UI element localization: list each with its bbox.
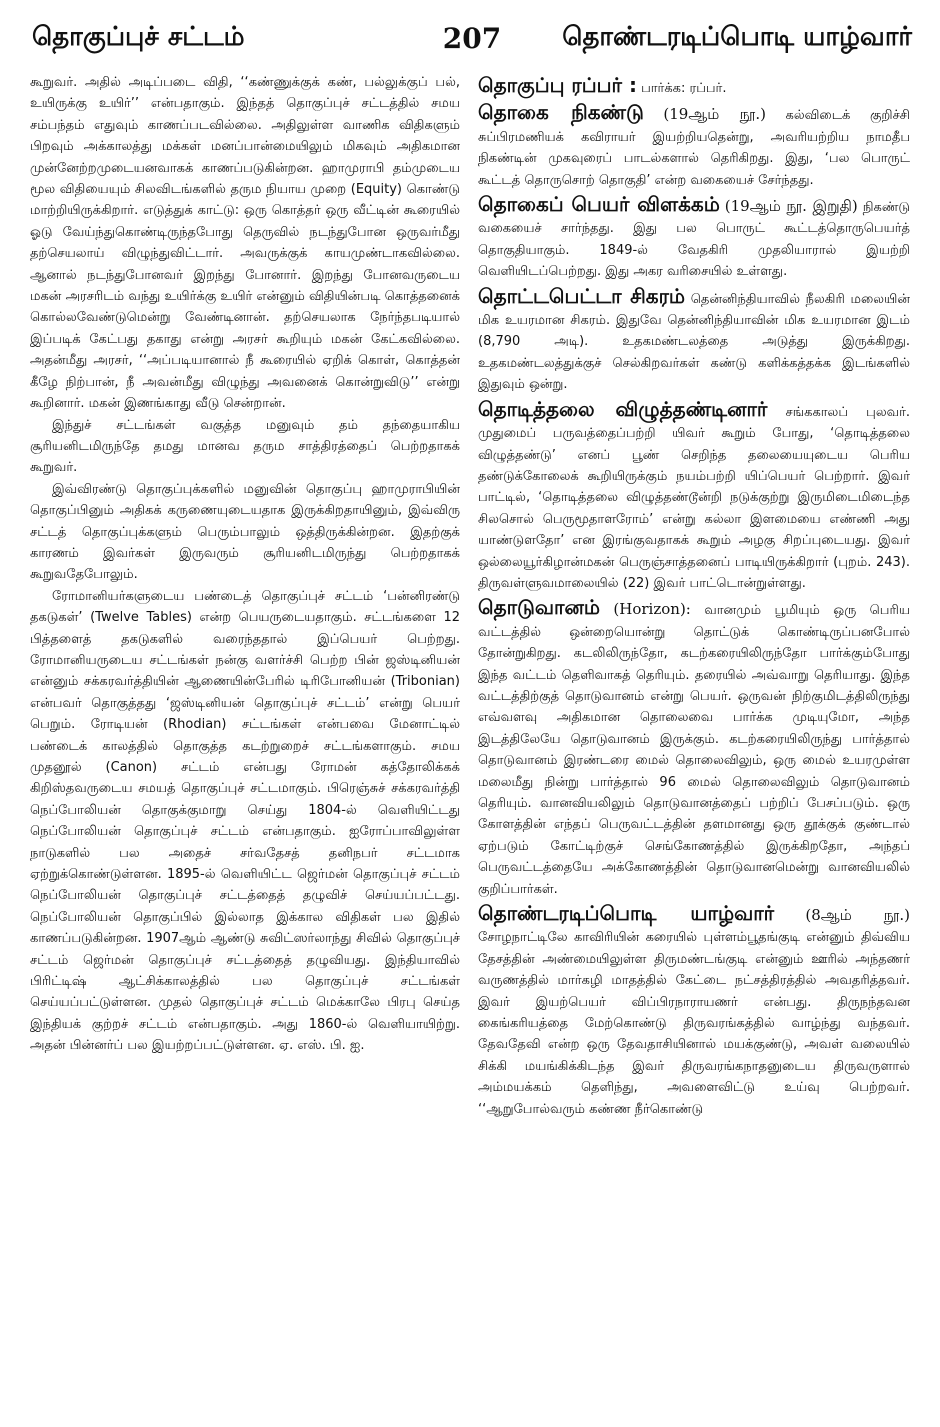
entry-headword: தொடித்தலை விழுத்தண்டினார் [478, 396, 768, 421]
paragraph: ரோமானியர்களுடைய பண்டைத் தொகுப்புச் சட்டம் ‘பன்னிரண்டு தகடுகள்’ (Twelve Tables) என்ற பெயருடையதாகும். சட்டங்களை 12 பித்தளைத் தகடுகளில் வரைந்ததால் இப்பெயர் பெற்றது. ரோமானியருடைய சட்டங்கள் நன்கு வளர்ச்சி பெற்ற பின் ஜஸ்டினியன் என்னும் சக்கரவர்த்தியின் ஆணையின்பேரில் டிரிபோனியன் (Tribonian) என்பவர் தொகுத்தது ‘ஜஸ்டினியன் தொகுப்புச் சட்டம்’ என்று பெயர் பெறும். ரோடியன் (Rhodian) சட்டங்கள் என்பவை மேனாட்டில் பண்டைக் காலத்தில் தொகுத்த கடற்றுறைச் சட்டங்களாகும். சமய முதனூல் (Canon) சட்டம் என்பது ரோமன் கத்தோலிக்கக் கிறிஸ்தவருடைய சமயத் தொகுப்புச் சட்டமாகும். பிரெஞ்சுச் சக்கரவர்த்தி நெப்போலியன் தொகுக்குமாறு செய்து 1804-ல் வெளியிட்டது நெப்போலியன் தொகுப்புச் சட்டம் என்பதாகும். ஐரோப்பாவிலுள்ள நாடுகளில் பல அதைச் சர்வதேசத் தனிநபர் சட்டமாக ஏற்றுக்கொண்டுள்ளன. 1895-ல் வெளியிட்ட ஜெர்மன் தொகுப்புச் சட்டம் நெப்போலியன் தொகுப்புச் சட்டத்தைத் தழுவிச் செய்யப்பட்டது. நெப்போலியன் தொகுப்பில் இல்லாத இக்கால விதிகள் பல இதில் காணப்படுகின்றன. 1907ஆம் ஆண்டு சுவிட்ஸர்லாந்து சிவில் தொகுப்புச் சட்டம் ஜெர்மன் தொகுப்புச் சட்டத்தைத் தழுவியது. இந்தியாவில் பிரிட்டிஷ் ஆட்சிக்காலத்தில் பல தொகுப்புச் சட்டங்கள் செய்யப்பட்டுள்ளன. முதல் தொகுப்புச் சட்டம் மெக்காலே பிரபு செய்த இந்தியக் குற்றச் சட்டம் என்பதாகும். அது 1860-ல் வெளியாயிற்று. அதன் பின்னர்ப் பல இயற்றப்பட்டுள்ளன. ஏ. எஸ். பி. ஐ. [30, 588, 460, 1054]
entry-body: வானமும் பூமியும் ஒரு பெரிய வட்டத்தில் ஒன்றையொன்று தொட்டுக் கொண்டிருப்பனபோல் தோன்றுகிறது. கடலிலிருந்தோ, கடற்கரையிலிருந்தோ பார்க்கும்போது இந்த வட்டம் தெளிவாகத் தெரியும். தரையில் அவ்வாறு தெரியாது. இந்த வட்டத்திற்குத் தொடுவானம் என்று பெயர். ஒருவன் நிற்குமிடத்திலிருந்து எவ்வளவு அதிகமான தொலைவை பார்க்க முடியுமோ, அந்த இடத்திலேயே தொடுவானம் இருக்கும். கடற்கரையிலிருந்து பார்த்தால் தொடுவானம் இரண்டரை மைல் தொலைவிலும், ஒரு மைல் உயரமுள்ள மலைமீது நின்று பார்த்தால் 96 மைல் தொலைவிலும் தொடுவானம் தெரியும். வானவியலிலும் தொடுவானத்தைப் பற்றிப் பேசப்படும். ஒரு கோளத்தின் எந்தப் பெருவட்டத்தின் தளமானது ஒரு தூக்குக் குண்டால் ஏற்படும் கோட்டிற்குச் செங்கோணத்தில் இருக்கிறதோ, அந்தப் பெருவட்டத்தையே அக்கோணத்தின் தொடுவானமென்று வானவியலில் குறிப்பார்கள். [478, 603, 910, 897]
left-column [30, 72, 460, 1413]
paragraph: இவ்விரண்டு தொகுப்புக்களில் மனுவின் தொகுப்பு ஹாமுராபியின் தொகுப்பினும் அதிகக் கருணையுடையதாக இருக்கிறதாயினும், இவ்விரு சட்டத் தொகுப்புக்களும் பெரும்பாலும் ஒத்திருக்கின்றன. இதற்குக் காரணம் இவர்கள் இருவரும் சூரியனிடமிருந்து பெற்றதாகக் கூறுவதேபோலும். [30, 481, 460, 583]
entry-note: (19ஆம் நூ.) [663, 105, 766, 124]
entry-body: பார்க்க: ரப்பர். [641, 81, 727, 96]
entry-body: கல்விடைக் குறிச்சி சுப்பிரமணியக் கவிராயர் இயற்றியதென்று, அவரியற்றிய நாமதீப நிகண்டின் முகவுரைப் பாடல்களால் தெரிகிறது. இது, ‘பல பொருட் கூட்டத் தொருசொற் தொகுதி’ என்ற வகையைச் சேர்ந்தது. [478, 108, 910, 188]
running-head-right: தொண்டரடிப்பொடி யாழ்வார் [562, 22, 912, 52]
entry-headword: தொகை நிகண்டு [478, 100, 644, 125]
entry-headword: தொடுவானம் [478, 595, 600, 620]
encyclopedia-entry [478, 99, 910, 191]
entry-body: நிகண்டு வகையைச் சார்ந்தது. இது பல பொருட் கூட்டத்தொருபெயர்த் தொகுதியாகும். 1849-ல் வேதகிரி முதலியாரால் இயற்றி வெளியிடப்பெற்றது. இது அகர வரிசையில் உள்ளது. [478, 200, 910, 280]
entry-body: தென்னிந்தியாவில் நீலகிரி மலையின் மிக உயரமான சிகரம். இதுவே தென்னிந்தியாவின் மிக உயரமான இடம் (8,790 அடி). உதகமண்டலத்தை அடுத்து இருக்கிறது. உதகமண்டலத்துக்குச் செல்கிறவர்கள் கண்டு களிக்கத்தக்க இடங்களில் இதுவும் ஒன்று. [478, 291, 910, 393]
paragraph: இந்துச் சட்டங்கள் வகுத்த மனுவும் தம் தந்தையாகிய சூரியனிடமிருந்தே தமது மானவ தரும சாத்திரத்தைப் பெற்றதாகக் கூறுவர். [30, 417, 460, 476]
entry-headword: தொகுப்பு ரப்பர் : [478, 73, 637, 97]
encyclopedia-entry [478, 900, 910, 1120]
page-number: 207 [442, 22, 502, 55]
page-header [32, 22, 912, 62]
right-column [478, 72, 910, 1413]
paragraph: கூறுவர். அதில் அடிப்படை விதி, ‘‘கண்ணுக்குக் கண், பல்லுக்குப் பல், உயிருக்கு உயிர்’’ என்பதாகும். இந்தத் தொகுப்புச் சட்டத்தில் சமய சம்பந்தம் எதுவும் காணப்படவில்லை. அதிலுள்ள வாணிக விதிகளும் பிறவும் அக்காலத்து மக்கள் மனப்பான்மையிலும் மிகவும் அதிகமான முன்னேற்றமுடையனவாகக் காணப்படுகின்றன. ஹாமுராபி தம்முடைய மூல விதியையும் சிலவிடங்களில் தரும நியாய முறை (Equity) கொண்டு மாற்றியிருக்கிறார். எடுத்துக் காட்டு: ஒரு கொத்தர் ஒரு வீட்டின் கூரையில் ஓடு வேய்ந்துகொண்டிருந்தபோது தெருவில் நடந்துபோன ஒருவர்மீது தற்செயலாய் விழுந்துவிட்டார். அவருக்குக் காயமுண்டாகவில்லை. ஆனால் நடந்துபோனவர் இறந்து போனார். இறந்து போனவருடைய மகன் அரசரிடம் வந்து உயிர்க்கு உயிர் என்னும் விதியின்படி கொத்தனைக் கொல்லவேண்டுமென்று வேண்டினான். தற்செயலாக நேர்ந்தபடியால் இப்படிக் கேட்பது தகாது என்று அரசர் கூறியும் மகன் கேட்கவில்லை. அதன்மீது அரசர், ‘‘அப்படியானால் நீ கூரையில் ஏறிக் கொள், கொத்தன் கீழே நிற்பான், நீ அவன்மீது விழுந்து அவனைக் கொன்றுவிடு’’ என்று கூறினார். மகன் இணங்காது வீடு சென்றான். [30, 75, 460, 412]
entry-headword: தொட்டபெட்டா சிகரம் [478, 283, 686, 308]
entry-note: (Horizon): [613, 600, 691, 619]
entry-note: (19ஆம் நூ. இறுதி) [724, 197, 858, 216]
entry-body: சங்ககாலப் புலவர். முதுமைப் பருவத்தைப்பற்றி யிவர் கூறும் போது, ‘தொடித்தலை விழுத்தண்டு’ எனப் பூண் செறிந்த தலையையுடைய பெரிய தண்டுக்கோலைக் கூறியிருக்கும் நயம்பற்றி யிப்பெயர் பெற்றார். இவர் பாட்டில், ‘தொடித்தலை விழுத்தண்டூன்றி நடுக்குற்று இருமிடைமிடைந்த சிலசொல் பெருமூதாளரோம்’ என்று கல்லா இளமையை எண்ணி அது யாண்டுளதோ’ என இரங்குவதாகக் கூறும் அழகு சிறப்புடையது. இவர் ஒல்லையூர்கிழான்மகன் பெருஞ்சாத்தனைப் பாடியிருக்கிறார் (புறம். 243). திருவள்ளுவமாலையில் (22) இவர் பாட்டொன்றுள்ளது. [478, 404, 910, 591]
entry-headword: தொண்டரடிப்பொடி யாழ்வார் [478, 901, 775, 926]
encyclopedia-entry [478, 594, 910, 900]
encyclopedia-entry [478, 191, 910, 283]
entry-note: (8ஆம் நூ.) [805, 906, 910, 925]
encyclopedia-entry [478, 396, 910, 595]
encyclopedia-entry [478, 283, 910, 396]
entry-headword: தொகைப் பெயர் விளக்கம் [478, 192, 720, 217]
encyclopedia-entry [478, 72, 910, 99]
entry-body: சோழநாட்டிலே காவிரியின் கரையில் புள்ளம்பூதங்குடி என்னும் திவ்விய தேசத்தின் அண்மையிலுள்ள திருமண்டங்குடி என்னும் ஊரில் அந்தணர் வருணத்தில் மார்கழி மாதத்தில் கேட்டை நட்சத்திரத்தில் அவதரித்தவர். இவர் இயற்பெயர் விப்பிரநாராயணர் என்பது. திருநந்தவன கைங்கரியத்தை மேற்கொண்டு திருவரங்கத்தில் வாழ்ந்து வந்தவர். தேவதேவி என்ற ஒரு தேவதாசியினால் மயக்குண்டு, அவள் வலையில் சிக்கி மயங்கிக்கிடந்த இவர் திருவரங்கநாதனுடைய திருவருளால் அம்மயக்கம் தெளிந்து, அவளைவிட்டு உய்வு பெற்றவர். ‘‘ஆறுபோல்வரும் கண்ண நீர்கொண்டு [478, 930, 910, 1117]
running-head-left: தொகுப்புச் சட்டம் [32, 22, 245, 52]
